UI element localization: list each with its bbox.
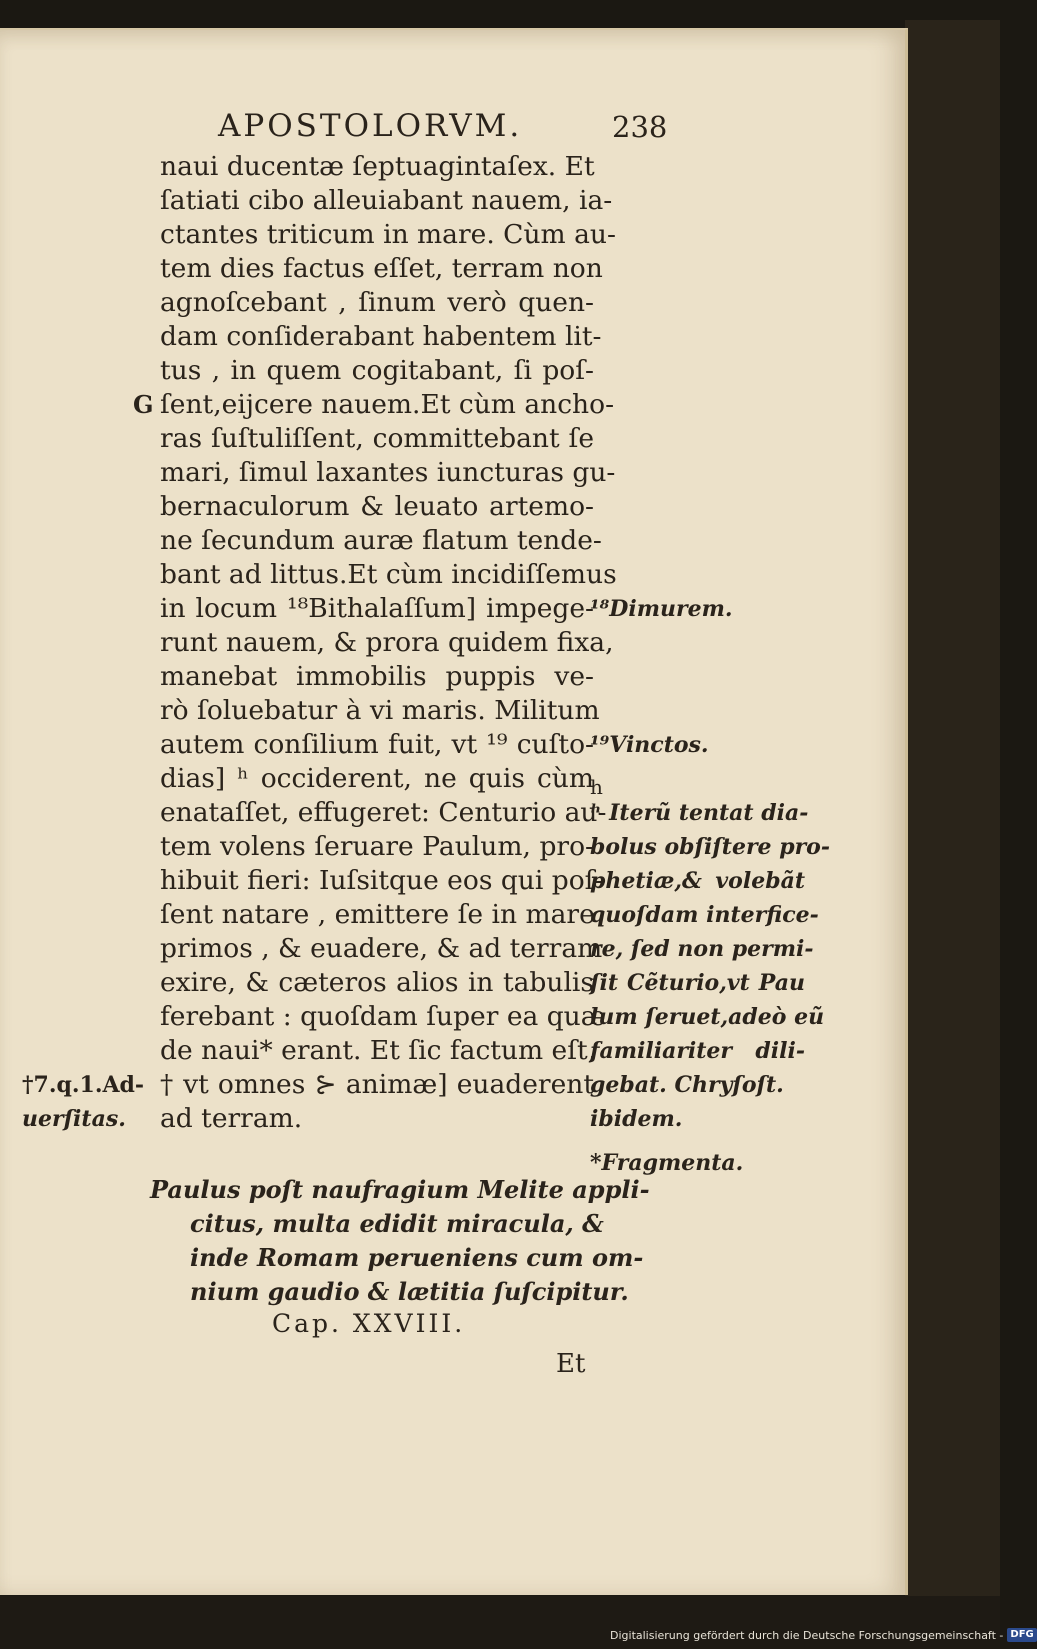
side-note-letter: h bbox=[590, 775, 603, 799]
body-line: de naui* erant. Et ſic factum eſt, bbox=[160, 1035, 597, 1066]
side-note: ʰ Iterũ tentat dia- bbox=[590, 800, 809, 826]
summary-line: inde Romam perueniens cum om- bbox=[190, 1243, 644, 1272]
body-line: ſent natare , emittere ſe in mare bbox=[160, 899, 595, 930]
side-note: ibidem. bbox=[590, 1106, 683, 1132]
body-line: autem conſilium fuit, vt ¹⁹ cuſto- bbox=[160, 729, 594, 760]
body-line: † vt omnes ⊱ animæ] euaderent bbox=[160, 1069, 594, 1100]
body-line: hibuit fieri: Iuſsitque eos qui poſ- bbox=[160, 865, 604, 896]
body-line: mari, ſimul laxantes iuncturas gu- bbox=[160, 457, 616, 488]
body-line: ne ſecundum auræ flatum tende- bbox=[160, 525, 602, 556]
body-line: primos , & euadere, & ad terram bbox=[160, 933, 603, 964]
body-line: dias] ʰ occiderent, ne quis cùm bbox=[160, 763, 594, 794]
body-line: tem volens ſeruare Paulum, pro- bbox=[160, 831, 594, 862]
body-line: tus , in quem cogitabant, ſi poſ- bbox=[160, 355, 594, 386]
side-note: gebat. Chryſoſt. bbox=[590, 1072, 784, 1098]
running-title: APOSTOLORVM. bbox=[218, 108, 523, 144]
side-note: lum ſeruet,adeò eũ bbox=[590, 1004, 825, 1030]
body-line: dam conſiderabant habentem lit- bbox=[160, 321, 602, 352]
body-line: bant ad littus.Et cùm incidiſſemus bbox=[160, 559, 617, 590]
side-note: quoſdam interfice- bbox=[590, 902, 819, 928]
credit-text: Digitalisierung gefördert durch die Deutsche Forschungsgemeinschaft - bbox=[610, 1628, 1004, 1642]
side-note: ¹⁸Dimurem. bbox=[590, 596, 733, 622]
summary-line: nium gaudio & lætitia ſuſcipitur. bbox=[190, 1277, 629, 1306]
margin-letter-g: G bbox=[133, 390, 154, 419]
body-line: runt nauem, & prora quidem fixa, bbox=[160, 627, 614, 658]
side-note: phetiæ,& volebãt bbox=[590, 868, 805, 894]
summary-line: Paulus poſt naufragium Melite appli- bbox=[150, 1175, 650, 1204]
body-line: rò ſoluebatur à vi maris. Militum bbox=[160, 695, 600, 726]
body-line: enataſſet, effugeret: Centurio au- bbox=[160, 797, 607, 828]
side-note: uerſitas. bbox=[22, 1106, 126, 1132]
body-line: ad terram. bbox=[160, 1103, 303, 1134]
dfg-logo-icon: DFG bbox=[1007, 1628, 1036, 1642]
chapter-heading: Cap. XXVIII. bbox=[272, 1309, 466, 1338]
page-number: 238 bbox=[612, 110, 668, 144]
digitization-credit bbox=[610, 1628, 1037, 1642]
body-line: exire, & cæteros alios in tabulis bbox=[160, 967, 594, 998]
side-note: familiariter dili- bbox=[590, 1038, 805, 1064]
body-line: bernaculorum & leuato artemo- bbox=[160, 491, 594, 522]
side-note: *Fragmenta. bbox=[590, 1150, 744, 1176]
side-note: †7.q.1.Ad- bbox=[22, 1072, 145, 1098]
body-line: agnoſcebant , ſinum verò quen- bbox=[160, 287, 594, 318]
side-note: bolus obſiſtere pro- bbox=[590, 834, 830, 860]
body-line: tem dies factus eſſet, terram non bbox=[160, 253, 603, 284]
summary-line: citus, multa edidit miracula, & bbox=[190, 1209, 604, 1238]
catchword: Et bbox=[556, 1349, 586, 1379]
body-line: ctantes triticum in mare. Cùm au- bbox=[160, 219, 616, 250]
body-line: ſatiati cibo alleuiabant nauem, ia- bbox=[160, 185, 613, 216]
body-line: naui ducentæ ſeptuagintaſex. Et bbox=[160, 151, 595, 182]
body-line: ſent,eijcere nauem.Et cùm ancho- bbox=[160, 389, 615, 420]
body-line: ferebant : quoſdam ſuper ea quæ bbox=[160, 1001, 606, 1032]
side-note: ¹⁹Vinctos. bbox=[590, 732, 709, 758]
body-line: in locum ¹⁸Bithalaſſum] impege- bbox=[160, 593, 594, 624]
body-line: manebat immobilis puppis ve- bbox=[160, 661, 594, 692]
side-note: re, ſed non permi- bbox=[590, 936, 814, 962]
body-line: ras ſuſtuliſſent, committebant ſe bbox=[160, 423, 594, 454]
side-note: ſit Cẽturio,vt Pau bbox=[590, 970, 805, 996]
